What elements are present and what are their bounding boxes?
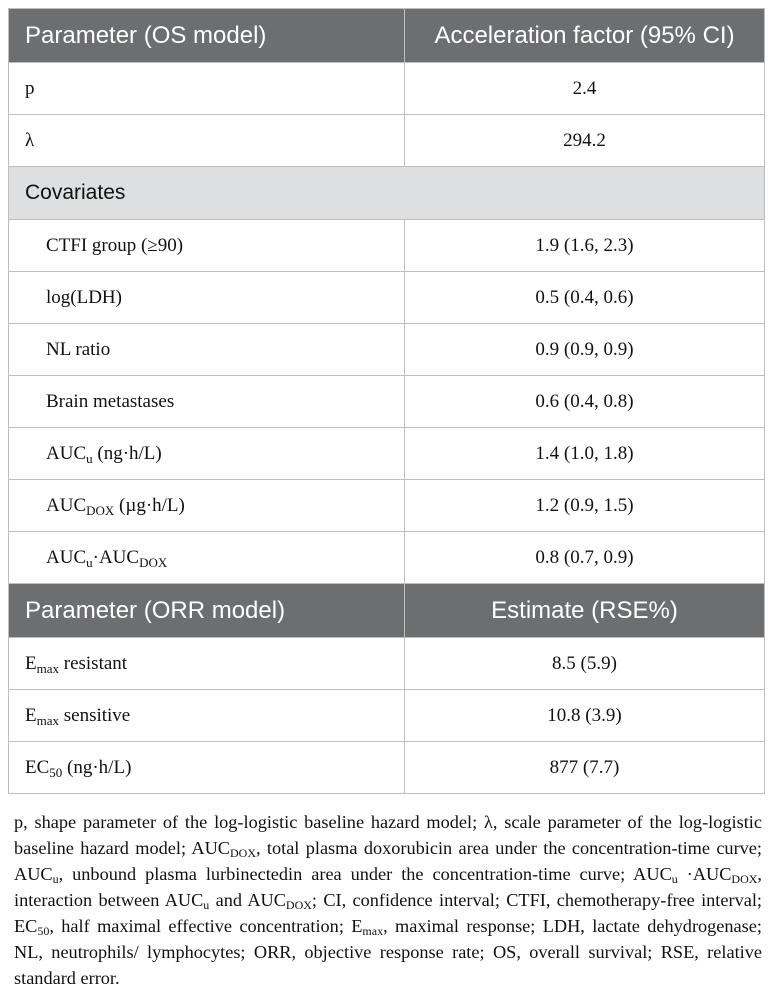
row-param: Brain metastases: [9, 376, 405, 428]
table-row: [9, 63, 765, 115]
table-row: [9, 638, 765, 690]
row-value: 0.6 (0.4, 0.8): [405, 376, 765, 428]
row-value: 1.2 (0.9, 1.5): [405, 480, 765, 532]
row-param: $E_{max}$ sensitive: [9, 690, 405, 742]
row-param: $E_{max}$ resistant: [9, 638, 405, 690]
row-param: log(LDH): [9, 272, 405, 324]
os-header-param: Parameter (OS model): [9, 9, 405, 63]
row-value: 2.4: [405, 63, 765, 115]
table-row: [9, 376, 765, 428]
row-value: 8.5 (5.9): [405, 638, 765, 690]
row-param: NL ratio: [9, 324, 405, 376]
row-value: 877 (7.7): [405, 742, 765, 794]
orr-header-param: Parameter (ORR model): [9, 584, 405, 638]
row-param: $AUC_u$ (ng·h/L): [9, 428, 405, 480]
os-header-value: Acceleration factor (95% CI): [405, 9, 765, 63]
row-value: 1.4 (1.0, 1.8): [405, 428, 765, 480]
table-row: [9, 742, 765, 794]
table-row: [9, 220, 765, 272]
row-param: $AUC_{DOX}$ (µg·h/L): [9, 480, 405, 532]
row-param: $AUC_u\cdot AUC_{DOX}$: [9, 532, 405, 584]
row-param: $EC_{50}$ (ng·h/L): [9, 742, 405, 794]
table-row: [9, 532, 765, 584]
row-value: 0.5 (0.4, 0.6): [405, 272, 765, 324]
orr-header-row: [9, 584, 765, 638]
row-value: 10.8 (3.9): [405, 690, 765, 742]
row-param: λ: [9, 115, 405, 167]
parameter-table: [8, 8, 765, 794]
row-value: 1.9 (1.6, 2.3): [405, 220, 765, 272]
table-row: [9, 690, 765, 742]
table-row: [9, 428, 765, 480]
covariates-label: Covariates: [9, 167, 765, 220]
table-row: [9, 480, 765, 532]
row-param: CTFI group (≥90): [9, 220, 405, 272]
table-row: [9, 272, 765, 324]
row-value: 294.2: [405, 115, 765, 167]
covariates-section-row: [9, 167, 765, 220]
row-value: 0.9 (0.9, 0.9): [405, 324, 765, 376]
table-row: [9, 115, 765, 167]
table-footnote: p, shape parameter of the log-logistic baseline hazard model; λ, scale parameter of the log-logistic baseline hazard model; $AUC_{DOX}$, total plasma doxorubicin area under the concentration-time curve; $AUC_u$, unbound plasma lurbinectedin area under the concentration-time curve; $AUC_u \cdot AUC_{DOX}$, interaction between $AUC_u$ and $AUC_{DOX}$; CI, confidence interval; CTFI, chemotherapy-free interval; $EC_{50}$, half maximal effective concentration; $E_{max}$, maximal response; LDH, lactate dehydrogenase; NL, neutrophils/ lymphocytes; ORR, objective response rate; OS, overall survival; RSE, relative standard error.: [14, 812, 762, 988]
row-value: 0.8 (0.7, 0.9): [405, 532, 765, 584]
os-header-row: [9, 9, 765, 63]
row-param: p: [9, 63, 405, 115]
orr-header-value: Estimate (RSE%): [405, 584, 765, 638]
table-row: [9, 324, 765, 376]
